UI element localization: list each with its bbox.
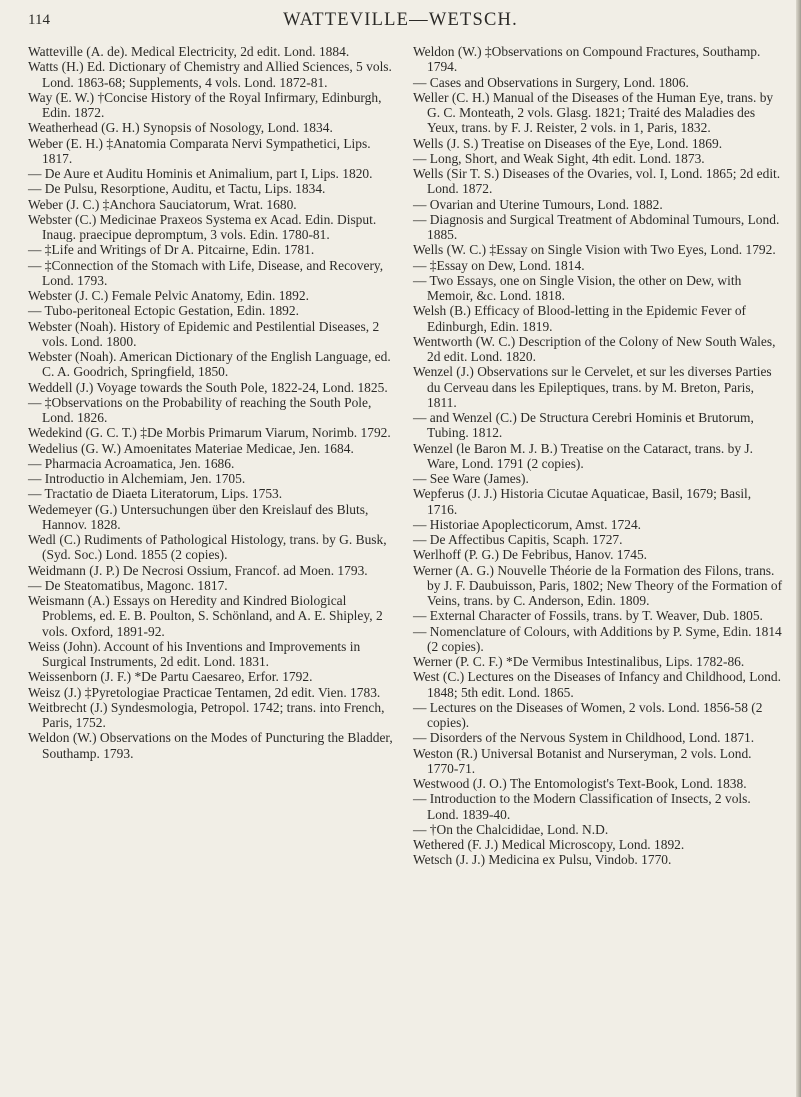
bibliography-entry: Weddell (J.) Voyage towards the South Pole, 1822-24, Lond. 1825. (28, 379, 388, 395)
bibliography-entry: Watteville (A. de). Medical Electricity, 2d edit. Lond. 1884. (28, 44, 350, 59)
left-column (28, 44, 398, 761)
bibliography-entry: — ‡Observations on the Probability of reaching the South Pole, Lond. 1826. (28, 394, 372, 425)
bibliography-entry: — Pharmacia Acroamatica, Jen. 1686. (28, 455, 235, 471)
bibliography-entry: Webster (Noah). American Dictionary of the English Language, ed. C. A. Goodrich, Springfield, 1850. (28, 349, 391, 380)
bibliography-entry: — Diagnosis and Surgical Treatment of Abdominal Tumours, Lond. 1885. (413, 211, 780, 242)
bibliography-entry: Westwood (J. O.) The Entomologist's Text-Book, Lond. 1838. (413, 776, 747, 791)
bibliography-entry: Weatherhead (G. H.) Synopsis of Nosology, Lond. 1834. (28, 120, 333, 136)
page-number: 114 (28, 12, 50, 28)
bibliography-entry: — Disorders of the Nervous System in Childhood, Lond. 1871. (413, 730, 755, 746)
bibliography-entry: Wenzel (J.) Observations sur le Cervelet, et sur les diverses Parties du Cerveau dans les Epileptiques, trans. by M. Breton, Paris, 1811. (413, 364, 772, 410)
right-column (413, 44, 783, 868)
page-edge-shadow (796, 0, 801, 1097)
bibliography-entry: — External Character of Fossils, trans. by T. Weaver, Dub. 1805. (413, 608, 763, 624)
bibliography-entry: Weissenborn (J. F.) *De Partu Caesareo, Erfor. 1792. (28, 669, 313, 685)
bibliography-entry: — See Ware (James). (413, 471, 529, 486)
bibliography-entry: Weitbrecht (J.) Syndesmologia, Petropol. 1742; trans. into French, Paris, 1752. (28, 699, 385, 730)
bibliography-entry: Weston (R.) Universal Botanist and Nurseryman, 2 vols. Lond. 1770-71. (413, 745, 752, 776)
bibliography-entry: — Cases and Observations in Surgery, Lond. 1806. (413, 74, 689, 90)
bibliography-entry: Werner (A. G.) Nouvelle Théorie de la Formation des Filons, trans. by J. F. Daubuisson, Paris, 1802; New Theory of the Formation of Veins, trans. by C. Anderson, Edin. 1809. (413, 562, 783, 608)
bibliography-entry: Weidmann (J. P.) De Necrosi Ossium, Francof. ad Moen. 1793. (28, 562, 368, 578)
bibliography-entry: Weber (J. C.) ‡Anchora Sauciatorum, Wrat. 1680. (28, 196, 297, 212)
bibliography-entry: Wedekind (G. C. T.) ‡De Morbis Primarum Viarum, Norimb. 1792. (28, 425, 391, 441)
bibliography-entry: — De Affectibus Capitis, Scaph. 1727. (413, 532, 623, 547)
bibliography-entry: Werner (P. C. F.) *De Vermibus Intestinalibus, Lips. 1782-86. (413, 654, 745, 669)
bibliography-entry: — ‡Essay on Dew, Lond. 1814. (413, 257, 585, 273)
bibliography-entry: — De Pulsu, Resorptione, Auditu, et Tactu, Lips. 1834. (28, 181, 326, 197)
bibliography-entry: Wells (Sir T. S.) Diseases of the Ovaries, vol. I, Lond. 1865; 2d edit. Lond. 1872. (413, 166, 781, 197)
bibliography-entry: — De Aure et Auditu Hominis et Animalium, part I, Lips. 1820. (28, 166, 373, 181)
bibliography-entry: Webster (J. C.) Female Pelvic Anatomy, Edin. 1892. (28, 288, 309, 303)
bibliography-entry: Werlhoff (P. G.) De Febribus, Hanov. 1745. (413, 547, 648, 563)
bibliography-entry: Wepferus (J. J.) Historia Cicutae Aquaticae, Basil, 1679; Basil, 1716. (413, 486, 752, 517)
bibliography-entry: Wetsch (J. J.) Medicina ex Pulsu, Vindob. 1770. (413, 852, 672, 868)
bibliography-entry: Wedl (C.) Rudiments of Pathological Histology, trans. by G. Busk, (Syd. Soc.) Lond. 1855 (2 copies). (28, 532, 387, 563)
bibliography-entry: Weismann (A.) Essays on Heredity and Kindred Biological Problems, ed. E. B. Poulton, S. Schönland, and A. E. Shipley, 2 vols. Oxford, 1891-92. (28, 593, 383, 639)
bibliography-entry: Wells (J. S.) Treatise on Diseases of the Eye, Lond. 1869. (413, 135, 723, 151)
bibliography-entry: Weldon (W.) Observations on the Modes of Puncturing the Bladder, Southamp. 1793. (28, 730, 393, 761)
bibliography-entry: Weber (E. H.) ‡Anatomia Comparata Nervi Sympathetici, Lips. 1817. (28, 135, 371, 166)
bibliography-entry: Weiss (John). Account of his Inventions and Improvements in Surgical Instruments, 2d edit. Lond. 1831. (28, 638, 361, 669)
bibliography-entry: — Tractatio de Diaeta Literatorum, Lips. 1753. (28, 486, 283, 502)
bibliography-entry: Wedemeyer (G.) Untersuchungen über den Kreislauf des Bluts, Hannov. 1828. (28, 501, 369, 532)
bibliography-entry: — Tubo-peritoneal Ectopic Gestation, Edin. 1892. (28, 303, 299, 319)
bibliography-entry: — and Wenzel (C.) De Structura Cerebri Hominis et Brutorum, Tubing. 1812. (413, 410, 754, 441)
bibliography-entry: — Introduction to the Modern Classification of Insects, 2 vols. Lond. 1839-40. (413, 791, 751, 822)
bibliography-entry: — Introductio in Alchemiam, Jen. 1705. (28, 471, 246, 486)
bibliography-entry: Wethered (F. J.) Medical Microscopy, Lond. 1892. (413, 837, 685, 852)
bibliography-entry: — Two Essays, one on Single Vision, the other on Dew, with Memoir, &c. Lond. 1818. (413, 272, 742, 303)
bibliography-entry: Weisz (J.) ‡Pyretologiae Practicae Tentamen, 2d edit. Vien. 1783. (28, 684, 381, 700)
bibliography-entry: — ‡Connection of the Stomach with Life, Disease, and Recovery, Lond. 1793. (28, 257, 384, 288)
bibliography-entry: — Ovarian and Uterine Tumours, Lond. 1882. (413, 196, 663, 212)
bibliography-entry: — Long, Short, and Weak Sight, 4th edit. Lond. 1873. (413, 150, 705, 166)
bibliography-entry: Wenzel (le Baron M. J. B.) Treatise on the Cataract, trans. by J. Ware, Lond. 1791 (2 copies). (413, 440, 754, 471)
bibliography-entry: Weldon (W.) ‡Observations on Compound Fractures, Southamp. 1794. (413, 44, 761, 75)
bibliography-entry: Webster (Noah). History of Epidemic and Pestilential Diseases, 2 vols. Lond. 1800. (28, 318, 380, 349)
bibliography-entry: — ‡Life and Writings of Dr A. Pitcairne, Edin. 1781. (28, 242, 315, 258)
bibliography-entry: Weller (C. H.) Manual of the Diseases of the Human Eye, trans. by G. C. Monteath, 2 vols. Glasg. 1821; Traité des Maladies des Yeux, trans. by F. J. Reister, 2 vols. in 1, Paris, 1832. (413, 89, 774, 136)
bibliography-entry: Wedelius (G. W.) Amoenitates Materiae Medicae, Jen. 1684. (28, 440, 354, 456)
bibliography-entry: Way (E. W.) †Concise History of the Royal Infirmary, Edinburgh, Edin. 1872. (28, 89, 382, 120)
bibliography-entry: West (C.) Lectures on the Diseases of Infancy and Childhood, Lond. 1848; 5th edit. Lond. 1865. (413, 669, 781, 700)
bibliography-entry: Welsh (B.) Efficacy of Blood-letting in the Epidemic Fever of Edinburgh, Edin. 1819. (413, 303, 747, 334)
bibliography-entry: — Nomenclature of Colours, with Additions by P. Syme, Edin. 1814 (2 copies). (413, 623, 782, 654)
bibliography-entry: — †On the Chalcididae, Lond. N.D. (413, 821, 609, 837)
bibliography-entry: — Lectures on the Diseases of Women, 2 vols. Lond. 1856-58 (2 copies). (413, 699, 763, 730)
bibliography-entry: — De Steatomatibus, Magonc. 1817. (28, 577, 228, 593)
bibliography-entry: Watts (H.) Ed. Dictionary of Chemistry and Allied Sciences, 5 vols. Lond. 1863-68; Supplements, 4 vols. Lond. 1872-81. (28, 59, 392, 90)
bibliography-entry: Wells (W. C.) ‡Essay on Single Vision with Two Eyes, Lond. 1792. (413, 242, 776, 258)
bibliography-entry: Wentworth (W. C.) Description of the Colony of New South Wales, 2d edit. Lond. 1820. (413, 333, 776, 364)
bibliography-entry: Webster (C.) Medicinae Praxeos Systema ex Acad. Edin. Disput. Inaug. praecipue depromptum, 3 vols. Edin. 1780-81. (28, 211, 377, 242)
bibliography-entry: — Historiae Apoplecticorum, Amst. 1724. (413, 516, 642, 532)
running-head: WATTEVILLE—WETSCH. (283, 10, 518, 30)
